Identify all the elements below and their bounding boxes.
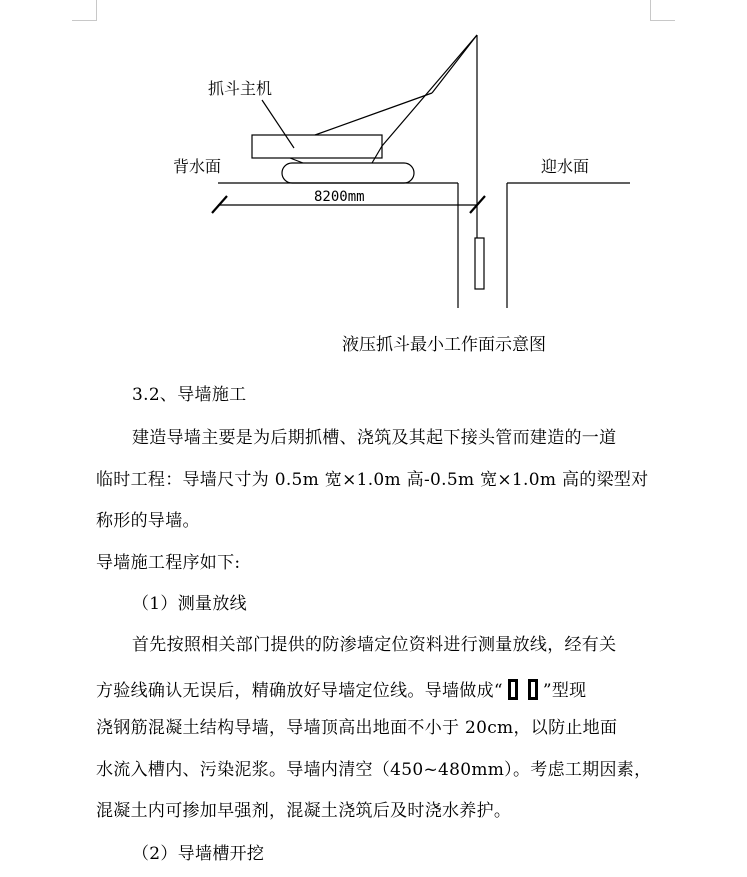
boom-tip [432, 35, 477, 93]
step-heading: （1）测量放线 [132, 594, 247, 614]
paragraph-text: 方验线确认无误后，精确放好导墙定位线。导墙做成“ [96, 681, 503, 701]
paragraph-line: 临时工程：导墙尺寸为 0.5m 宽×1.0m 高-0.5m 宽×1.0m 高的梁型对 [96, 470, 649, 490]
boom-upper-chord [382, 35, 477, 146]
crawler-track [282, 163, 414, 183]
machine-body [252, 135, 382, 158]
grab-schematic-figure [0, 0, 747, 330]
wall-shape-symbol-icon [508, 679, 518, 700]
figure-caption: 液压抓斗最小工作面示意图 [342, 335, 546, 355]
paragraph-line-with-symbol [96, 679, 586, 700]
label-back-water-side: 背水面 [173, 157, 222, 176]
paragraph-line: 浇钢筋混凝土结构导墙，导墙顶高出地面不小于 20cm，以防止地面 [96, 718, 618, 738]
undercarriage-left [290, 158, 303, 163]
paragraph-line: 首先按照相关部门提供的防渗墙定位资料进行测量放线，经有关 [132, 635, 617, 655]
undercarriage-right [372, 146, 382, 163]
label-dimension: 8200mm [314, 189, 365, 205]
paragraph-line: 水流入槽内、污染泥浆。导墙内清空（450~480mm）。考虑工期因素， [96, 760, 652, 780]
grab-bucket [475, 238, 484, 289]
wall-shape-symbol-icon [528, 679, 538, 700]
paragraph-line: 混凝土内可掺加早强剂，混凝土浇筑后及时浇水养护。 [96, 801, 512, 821]
boom-lower-chord [315, 93, 432, 135]
paragraph-text: ”型现 [542, 681, 587, 701]
label-front-water-side: 迎水面 [541, 157, 590, 176]
paragraph-line: 称形的导墙。 [96, 511, 200, 531]
paragraph-line: 导墙施工程序如下: [96, 553, 241, 573]
step-heading: （2）导墙槽开挖 [132, 844, 265, 864]
paragraph-line: 建造导墙主要是为后期抓槽、浇筑及其起下接头管而建造的一道 [132, 428, 617, 448]
machine-label-leader [262, 100, 294, 148]
section-heading: 3.2、导墙施工 [132, 385, 247, 405]
label-machine: 抓斗主机 [208, 79, 273, 98]
